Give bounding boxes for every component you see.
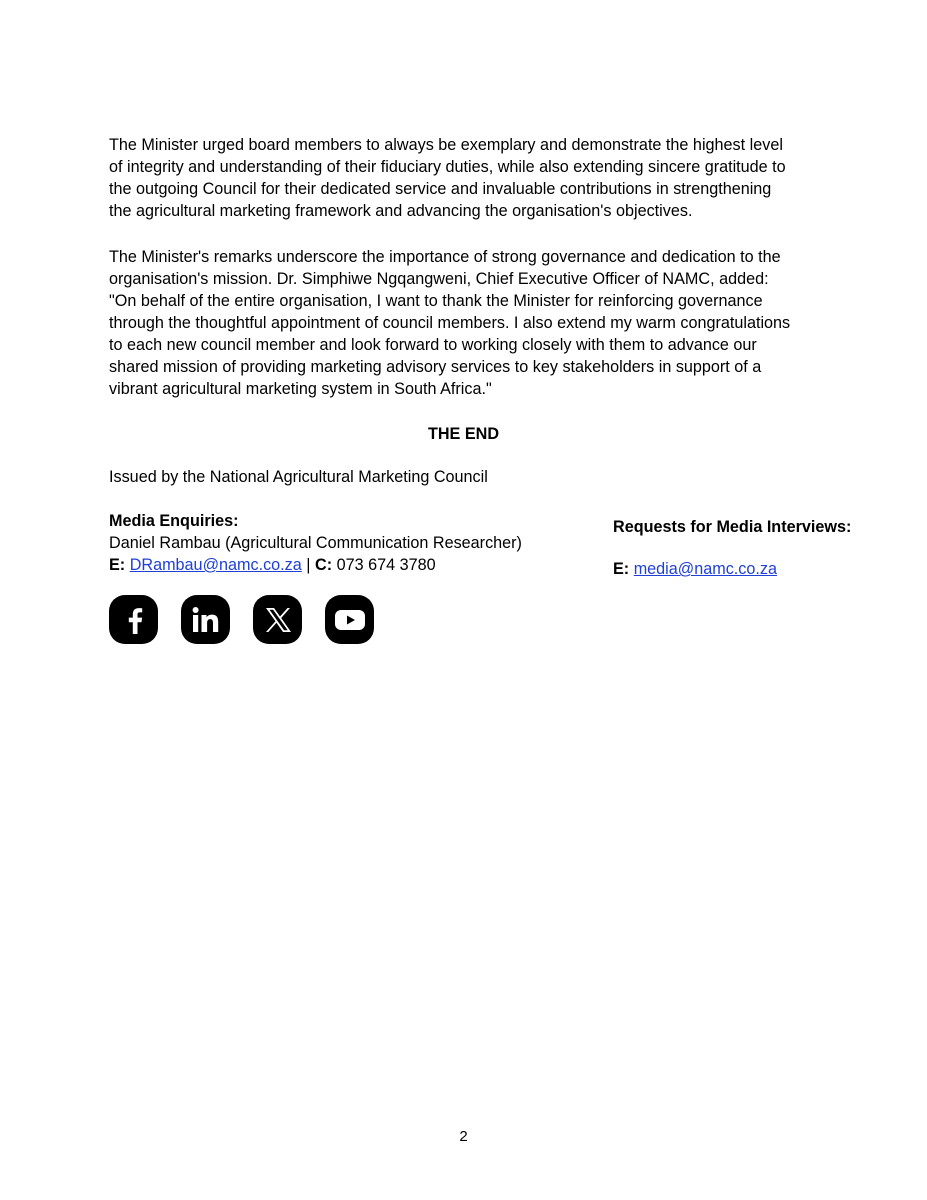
email-label: E: [109, 556, 126, 574]
media-interviews-email-line [613, 558, 851, 580]
media-enquiries-block [109, 510, 522, 576]
media-interviews-block [613, 516, 851, 580]
paragraph-line: The Minister urged board members to always be exemplary and demonstrate the highest level [109, 136, 783, 154]
linkedin-icon[interactable] [181, 595, 230, 644]
paragraph-minister-remarks [109, 246, 829, 400]
paragraph-line: of integrity and understanding of their fiduciary duties, while also extending sincere gratitude to [109, 158, 786, 176]
page-number: 2 [459, 1128, 468, 1145]
social-icons [109, 595, 374, 644]
paragraph-line: the outgoing Council for their dedicated service and invaluable contributions in strengthening [109, 180, 772, 198]
email-label: E: [613, 560, 630, 578]
issued-by-text: Issued by the National Agricultural Marketing Council [109, 468, 488, 486]
paragraph-line: vibrant agricultural marketing system in South Africa." [109, 380, 492, 398]
media-enquiries-heading: Media Enquiries: [109, 512, 239, 530]
phone-number: 073 674 3780 [336, 556, 436, 574]
paragraph-line: shared mission of providing marketing advisory services to key stakeholders in support of a [109, 358, 762, 376]
facebook-icon[interactable] [109, 595, 158, 644]
x-icon[interactable] [253, 595, 302, 644]
media-contact-name: Daniel Rambau (Agricultural Communication Researcher) [109, 534, 522, 552]
paragraph-line: the agricultural marketing framework and advancing the organisation's objectives. [109, 202, 693, 220]
paragraph-line: "On behalf of the entire organisation, I want to thank the Minister for reinforcing governance [109, 292, 763, 310]
phone-label: C: [315, 556, 333, 574]
paragraph-line: to each new council member and look forward to working closely with them to advance our [109, 336, 757, 354]
paragraph-line: through the thoughtful appointment of council members. I also extend my warm congratulations [109, 314, 791, 332]
media-contact-line [109, 554, 522, 576]
paragraph-line: organisation's mission. Dr. Simphiwe Ngqangweni, Chief Executive Officer of NAMC, added: [109, 270, 769, 288]
paragraph-line: The Minister's remarks underscore the importance of strong governance and dedication to the [109, 248, 781, 266]
separator: | [306, 556, 311, 574]
media-interviews-heading: Requests for Media Interviews: [613, 518, 852, 536]
media-enquiries-email-link[interactable]: DRambau@namc.co.za [129, 556, 302, 574]
media-interviews-email-link[interactable]: media@namc.co.za [633, 560, 777, 578]
youtube-icon[interactable] [325, 595, 374, 644]
paragraph-minister-urged [109, 134, 829, 222]
the-end-heading: THE END [427, 425, 500, 443]
